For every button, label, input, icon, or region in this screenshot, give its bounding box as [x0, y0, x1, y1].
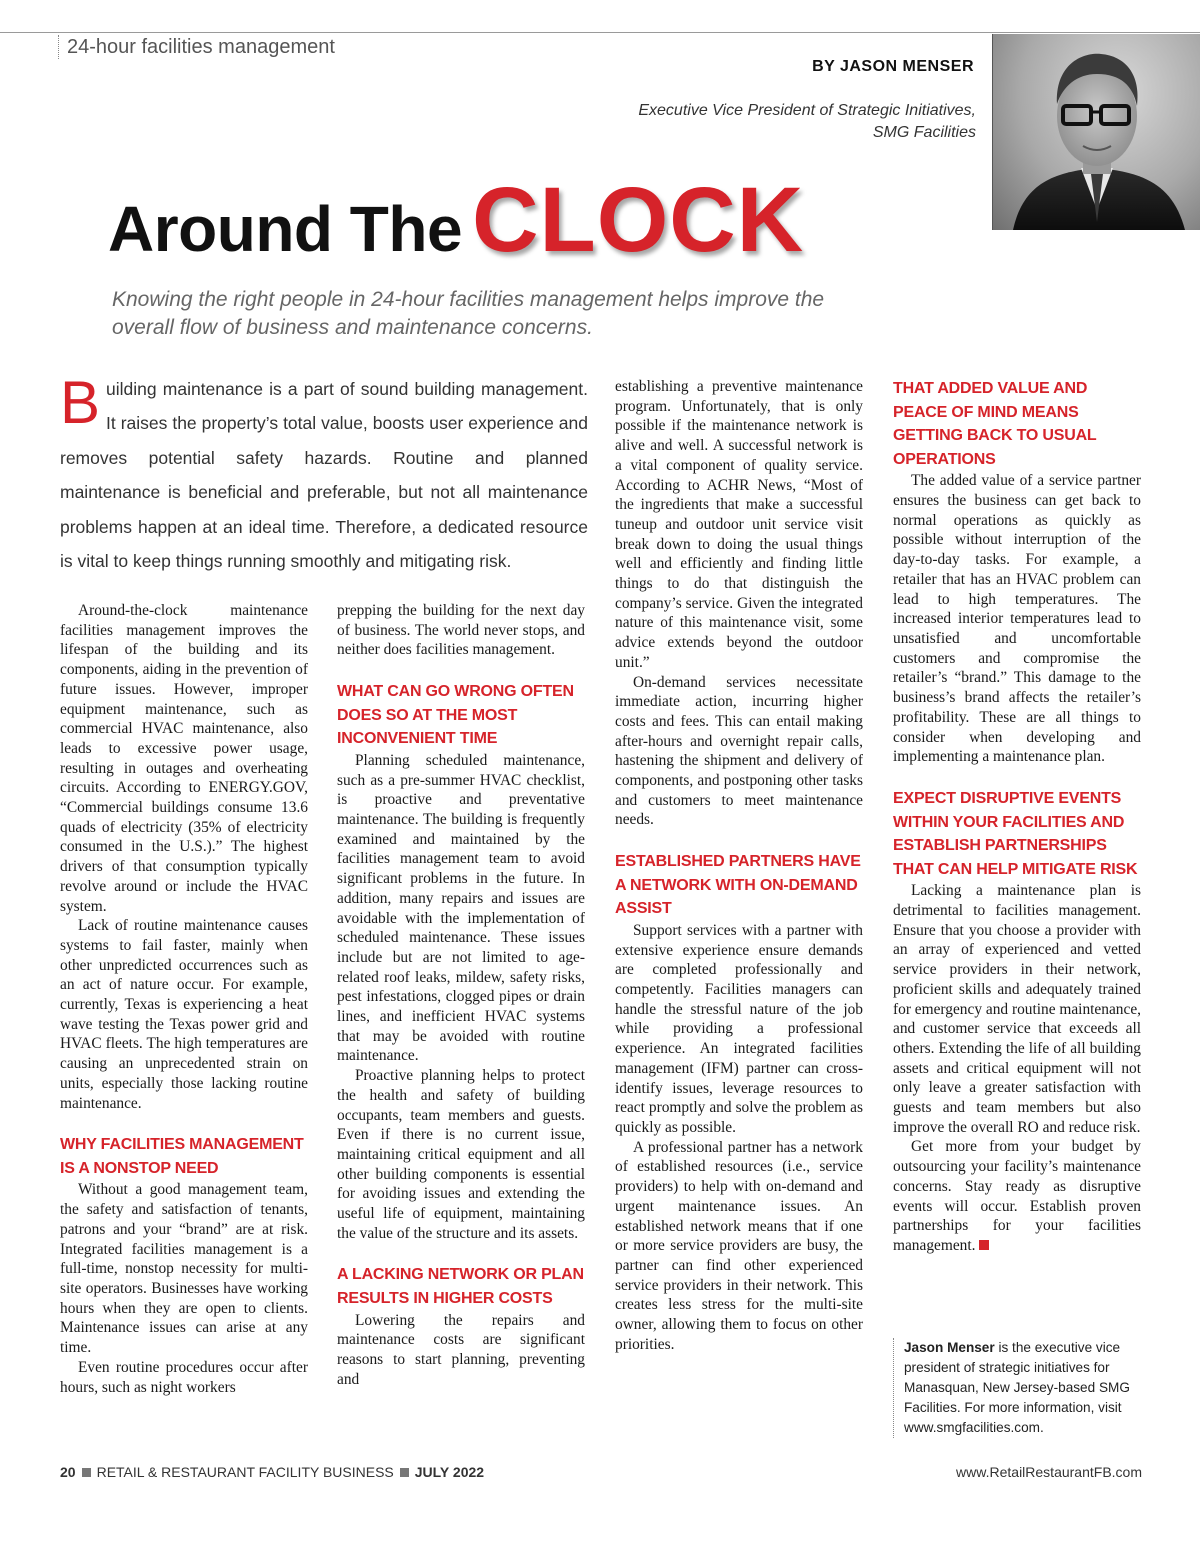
author-bio [893, 1338, 1143, 1438]
publication-name: RETAIL & RESTAURANT FACILITY BUSINESS [96, 1464, 394, 1480]
body-paragraph: Lack of routine maintenance causes systems to fail faster, mainly when other unpredicted occurrences such as an act of nature occur. For example, currently, Texas is experiencing a heat wave testing the Texas power grid and HVAC fleets. The high temperatures are causing an unprecedented strain on units, especially those lacking routine maintenance. [60, 917, 308, 1112]
section-tag: 24-hour facilities management [58, 35, 335, 59]
portrait-photo-icon [993, 34, 1200, 230]
website-link[interactable]: www.RetailRestaurantFB.com [956, 1464, 1142, 1480]
body-paragraph: Around-the-clock maintenance facilities management improves the lifespan of the building and its components, aiding in the prevention of future issues. However, improper equipment maintenance, such as commercial HVAC maintenance, also leads to excessive power usage, resulting in outages and overheating circuits. According to ENERGY.GOV, “Commercial buildings consume 13.6 quads of electricity (35% of electricity consumed in the U.S.).” The highest drivers of that consumption typically revolve around or include the HVAC system. [60, 602, 308, 915]
section-heading: ESTABLISHED PARTNERS HAVE A NETWORK WITH ON-DEMAND ASSIST [615, 853, 861, 918]
body-paragraph: Proactive planning helps to protect the health and safety of building occupants, team members and guests. Even if there is no current issue, maintaining critical equipment and all other building components is essential for avoiding issues and extending the useful life of equipment, maintaining the value of the structure and its assets. [337, 1067, 585, 1242]
body-paragraph: Without a good management team, the safety and satisfaction of tenants, patrons and your “brand” are at risk. Integrated facilities management is a full-time, nonstop necessity for multi-site operators. Businesses have working hours when they are open to clients. Maintenance issues can arise at any time. [60, 1181, 308, 1357]
top-rule [0, 32, 1200, 33]
bio-text: is the executive vice president of strategic initiatives for Manasquan, New Jersey-based SMG Facilities. For more information, visit www.smgfacilities.com. [904, 1340, 1130, 1435]
body-paragraph: Planning scheduled maintenance, such as a pre-summer HVAC checklist, is proactive and preventative maintenance. The building is frequently examined and maintained by the facilities management team to avoid significant problems in the future. In addition, many repairs and issues are avoidable with the implementation of scheduled maintenance. These issues include but are not limited to age-related roof leaks, mildew, safety risks, pest infestations, clogged pipes or drain lines, and inefficient HVAC systems that may be avoided with routine maintenance. [337, 751, 585, 1065]
section-heading: WHY FACILITIES MANAGEMENT IS A NONSTOP NEED [60, 1136, 304, 1177]
drop-cap: B [60, 369, 101, 436]
body-paragraph: prepping the building for the next day of business. The world never stops, and neither does facilities management. [337, 602, 585, 659]
red-square-icon [979, 1240, 989, 1250]
issue-date: JULY 2022 [414, 1464, 485, 1480]
body-paragraph: Support services with a partner with extensive experience ensure demands are completed professionally and competently. Facilities managers can handle the stressful nature of the job while providing a professional experience. An integrated facilities management (IFM) partner can cross-identify issues, leverage resources to react promptly and solve the problem as quickly as possible. [615, 921, 863, 1136]
column-4 [893, 377, 1141, 1256]
section-heading: A LACKING NETWORK OR PLAN RESULTS IN HIGHER COSTS [337, 1266, 584, 1308]
body-paragraph: establishing a preventive maintenance program. Unfortunately, that is only possible if the maintenance network is alive and well. A successful network is a vital component of quality service. According to ACHR News, “Most of the ingredients that make a successful tuneup and outdoor unit service visit break down to doing the usual things well and efficiently and finding little things to do that distinguish the company’s service. Given the integrated nature of this maintenance visit, some advice extends beyond the outdoor unit.” [615, 378, 863, 671]
footer-left [60, 1464, 484, 1480]
column-2 [337, 601, 585, 1389]
headline-part2: CLOCK [472, 169, 805, 271]
gray-square-icon [82, 1468, 91, 1477]
intro-paragraph [60, 369, 588, 578]
bio-name: Jason Menser [904, 1340, 995, 1355]
headline-part1: Around The [108, 193, 463, 265]
body-paragraph: Lacking a maintenance plan is detrimental to facilities management. Ensure that you choose a provider with an array of experienced and vetted service providers in their network, proficient skills and adequately trained for emergency and routine maintenance, and customer service that exceeds all others. Extending the life of all building assets and critical equipment will not only leave a greater satisfaction with guests and team members but also improve the overall RO and reduce risk. [893, 882, 1141, 1136]
closing-text: Get more from your budget by outsourcing your facility’s maintenance concerns. Stay ready as disruptive events will occur. Establish proven partnerships for your facilities management. [893, 1138, 1141, 1254]
body-paragraph: A professional partner has a network of established resources (i.e., service providers) to help with on-demand and urgent maintenance issues. An established network means that if one or more service providers are busy, the partner can find other experienced service providers in their network. This creates less stress for the multi-site owner, allowing them to focus on other priorities. [615, 1138, 863, 1353]
gray-square-icon [400, 1468, 409, 1477]
body-paragraph: Lowering the repairs and maintenance costs are significant reasons to start planning, preventing and [337, 1311, 585, 1388]
byline: BY JASON MENSER [812, 58, 974, 75]
intro-text: uilding maintenance is a part of sound building management. It raises the property’s total value, boosts user experience and removes potential safety hazards. Routine and planned maintenance is beneficial and preferable, but not all maintenance problems happen at an ideal time. Therefore, a dedicated resource is vital to keep things running smoothly and mitigating risk. [60, 379, 588, 572]
author-title [556, 100, 976, 144]
column-1 [60, 601, 308, 1397]
author-title-line2: SMG Facilities [872, 124, 976, 141]
author-title-line1: Executive Vice President of Strategic Initiatives, [638, 102, 976, 119]
column-3 [615, 377, 863, 1354]
body-paragraph-last [893, 1137, 1141, 1255]
body-paragraph: Even routine procedures occur after hours, such as night workers [60, 1358, 308, 1396]
page-number: 20 [60, 1464, 76, 1480]
body-paragraph: The added value of a service partner ensures the business can get back to normal operations as quickly as possible without interruption of the day-to-day tasks. For example, a retailer that has an HVAC problem can lead to high temperatures. The increased interior temperatures lead to unsatisfied and uncomfortable customers and compromise the retailer’s “brand.” This damage to the business’s brand affects the retailer’s profitability. These are all things to consider when developing and implementing a maintenance plan. [893, 472, 1141, 766]
section-heading: WHAT CAN GO WRONG OFTEN DOES SO AT THE MOST INCONVENIENT TIME [337, 683, 574, 748]
headline [108, 168, 804, 273]
author-portrait [992, 34, 1200, 230]
deck: Knowing the right people in 24-hour facilities management helps improve the overall flow of business and maintenance concerns. [112, 288, 825, 339]
body-paragraph: On-demand services necessitate immediate action, incurring higher costs and fees. This can entail making after-hours and overnight repair calls, hastening the shipment and delivery of components, and postponing other tasks and customers to meet maintenance needs. [615, 673, 863, 829]
section-heading: EXPECT DISRUPTIVE EVENTS WITHIN YOUR FACILITIES AND ESTABLISH PARTNERSHIPS THAT CAN HELP MITIGATE RISK [893, 789, 1138, 878]
section-heading: THAT ADDED VALUE AND PEACE OF MIND MEANS GETTING BACK TO USUAL OPERATIONS [893, 380, 1097, 468]
